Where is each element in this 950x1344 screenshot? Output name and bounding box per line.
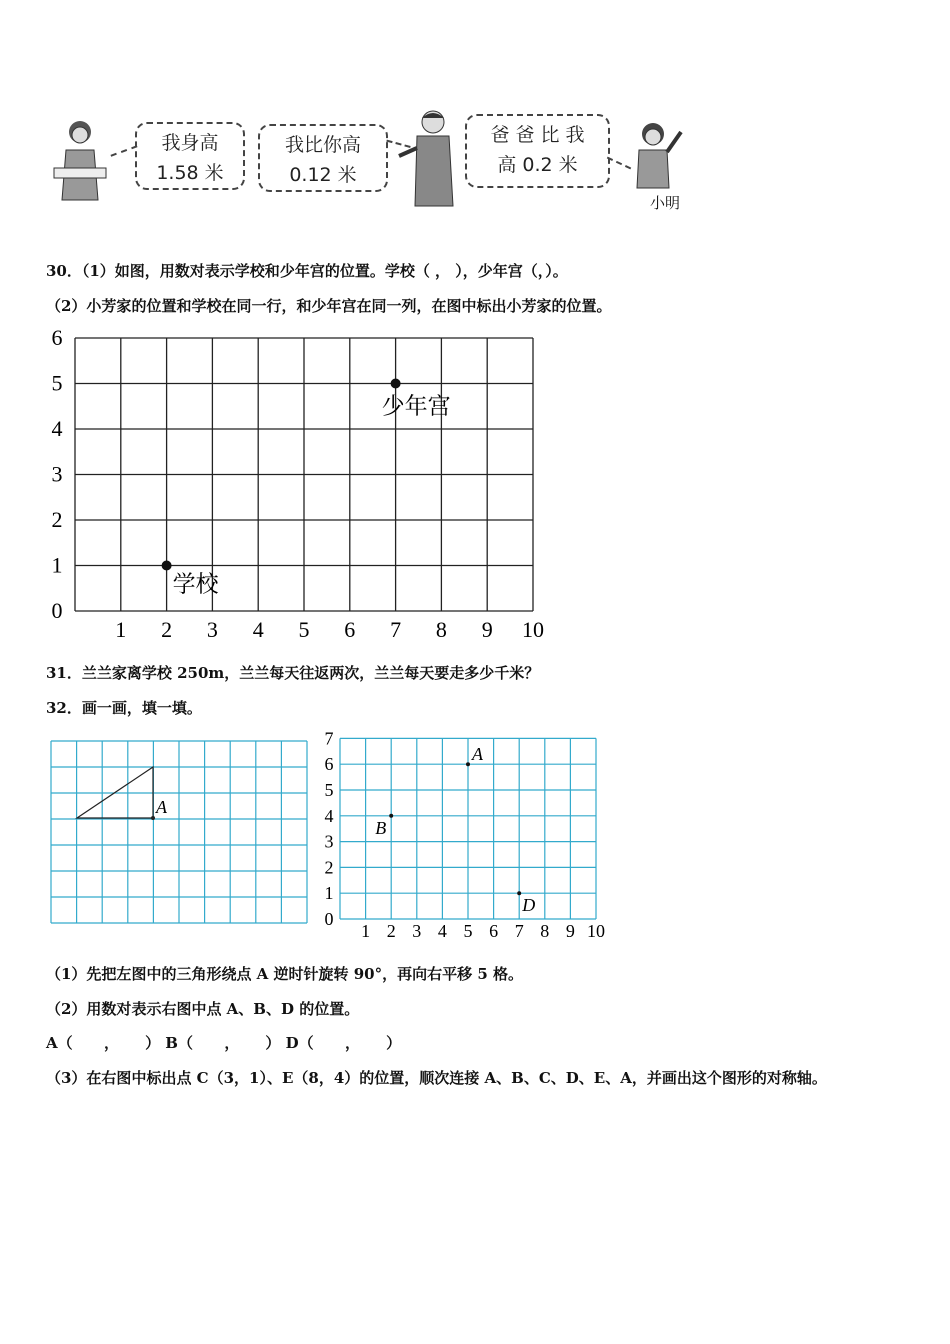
q30-part1: 30．（1）如图，用数对表示学校和少年宫的位置。学校（ ， ），少年宫（，）。 xyxy=(46,262,568,280)
y-tick-label: 0 xyxy=(324,909,334,929)
x-tick-label: 4 xyxy=(437,921,447,941)
y-tick-label: 6 xyxy=(324,754,334,775)
point-label: 学校 xyxy=(172,571,219,597)
point-label: 少年宫 xyxy=(381,393,451,419)
q32-sub3: （3）在右图中标出点 C（3，1）、E（8，4）的位置，顺次连接 A、B、C、D、E、A，并画出这个图形的对称轴。 xyxy=(46,1069,827,1087)
grid-point xyxy=(466,762,470,766)
y-tick-label: 4 xyxy=(324,805,334,826)
x-tick-label: 3 xyxy=(412,921,422,941)
father-figure-icon xyxy=(395,108,465,208)
q32-sub1: （1）先把左图中的三角形绕点 A 逆时针旋转 90°，再向右平移 5 格。 xyxy=(46,965,523,983)
q32-right-grid xyxy=(318,726,618,946)
bubble-father xyxy=(258,124,388,192)
y-tick-label: 6 xyxy=(51,325,63,350)
x-tick-label: 5 xyxy=(463,921,473,941)
y-tick-label: 5 xyxy=(51,370,63,396)
grid-point xyxy=(389,814,393,818)
q30-part2: （2）小芳家的位置和学校在同一行，和少年宫在同一列，在图中标出小芳家的位置。 xyxy=(46,297,612,315)
x-tick-label: 4 xyxy=(252,617,264,642)
y-tick-label: 4 xyxy=(51,416,63,441)
y-tick-label: 7 xyxy=(324,728,334,749)
grid-point xyxy=(391,379,401,389)
q32-blanks: A（ ， ） B（ ， ） D（ ， ） xyxy=(46,1034,402,1052)
q32-left-grid xyxy=(48,738,313,928)
bubble1-line2: 1.58 米 xyxy=(156,162,224,184)
x-tick-label: 7 xyxy=(390,617,402,642)
y-tick-label: 5 xyxy=(324,780,334,800)
x-tick-label: 6 xyxy=(489,921,499,941)
grid-point xyxy=(517,891,521,895)
q30-grid-chart xyxy=(40,325,550,645)
x-tick-label: 9 xyxy=(565,921,575,941)
boy-figure-icon xyxy=(625,120,685,190)
bubble3-line1: 爸 爸 比 我 xyxy=(490,124,585,146)
bubble2-line1: 我比你高 xyxy=(284,134,361,156)
x-tick-label: 2 xyxy=(386,921,396,941)
x-tick-label: 8 xyxy=(435,617,447,642)
y-tick-label: 1 xyxy=(324,883,334,904)
x-tick-label: 9 xyxy=(481,617,493,642)
left-point-a-label: A xyxy=(156,797,167,817)
bubble3-line2: 高 0.2 米 xyxy=(497,154,578,176)
x-tick-label: 7 xyxy=(514,921,524,941)
x-tick-label: 10 xyxy=(522,617,544,642)
y-tick-label: 2 xyxy=(324,857,334,878)
point-label: D xyxy=(522,895,536,916)
bubble1-tail xyxy=(111,145,138,156)
illustration xyxy=(40,100,720,220)
bubble-girl xyxy=(135,122,245,190)
point-label: A xyxy=(472,744,483,765)
bubble1-line1: 我身高 xyxy=(161,132,219,154)
y-tick-label: 3 xyxy=(324,831,334,852)
y-tick-label: 3 xyxy=(51,461,63,487)
bubble-xiaoming xyxy=(465,114,610,188)
grid-point xyxy=(162,561,172,571)
xiaoming-label: 小明 xyxy=(650,194,681,212)
x-tick-label: 10 xyxy=(587,921,605,941)
x-tick-label: 2 xyxy=(161,617,173,642)
x-tick-label: 1 xyxy=(361,921,371,941)
q32-sub2: （2）用数对表示右图中点 A、B、D 的位置。 xyxy=(46,1000,360,1018)
y-tick-label: 1 xyxy=(51,552,63,578)
q31-text: 31．兰兰家离学校 250m，兰兰每天往返两次，兰兰每天要走多少千米？ xyxy=(46,664,540,682)
x-tick-label: 3 xyxy=(206,617,218,642)
x-tick-label: 1 xyxy=(115,617,127,642)
x-tick-label: 6 xyxy=(344,617,356,642)
girl-figure-icon xyxy=(50,118,110,203)
point-a-dot xyxy=(151,816,155,820)
x-tick-label: 5 xyxy=(298,617,310,642)
x-tick-label: 8 xyxy=(540,921,550,941)
y-tick-label: 2 xyxy=(51,507,63,532)
y-tick-label: 0 xyxy=(51,598,63,623)
point-label: B xyxy=(375,817,387,838)
bubble2-line2: 0.12 米 xyxy=(289,164,357,186)
q32-title: 32．画一画，填一填。 xyxy=(46,699,202,717)
